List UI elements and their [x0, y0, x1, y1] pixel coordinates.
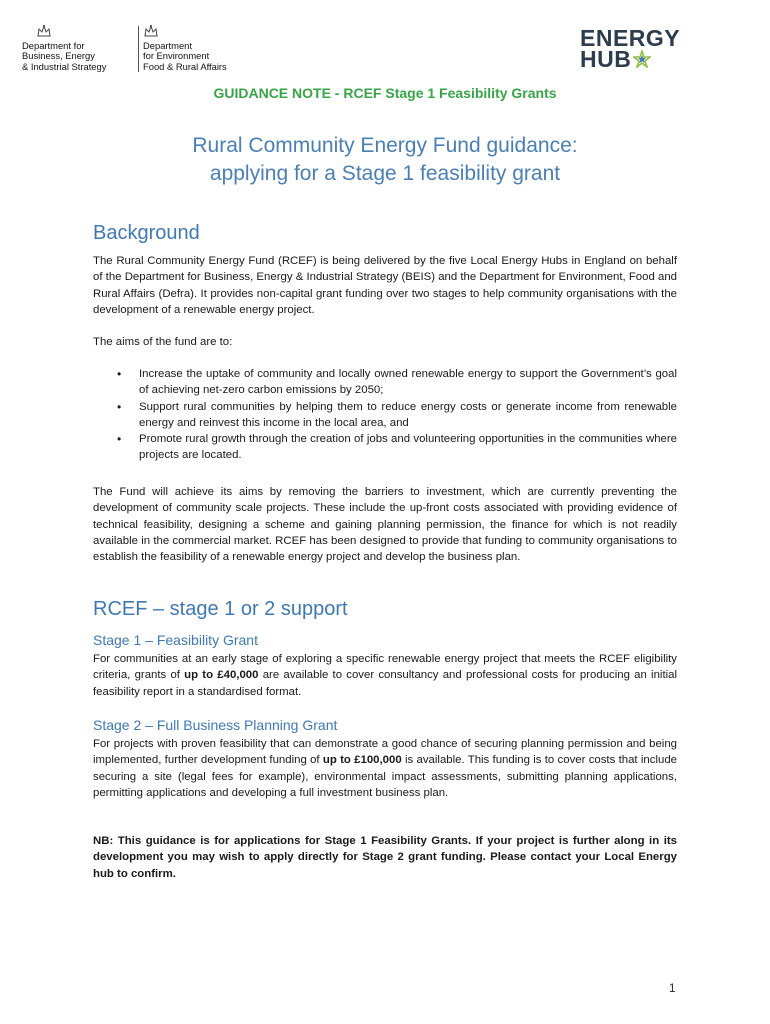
background-heading: Background [93, 222, 200, 244]
stage1-text-before: For communities at an early stage of exploring a specific renewable energy project that meets the RCEF eligibility criteria, grants of [93, 653, 677, 682]
page-title-line2: applying for a Stage 1 feasibility grant [209, 162, 561, 185]
stage2-amount: up to £100,000 [322, 754, 402, 767]
aims-list-item: • Support rural communities by helping them to reduce energy costs or generate income from renewable energy and reinvest this income in the local area, and [93, 399, 677, 432]
stage1-heading: Stage 1 – Feasibility Grant [93, 632, 258, 648]
stage1-amount: up to £40,000 [184, 669, 259, 682]
page-number: 1 [669, 983, 676, 995]
royal-crest-icon [143, 24, 159, 40]
energy-hub-logo-line1: ENERGY [580, 25, 681, 51]
stage-note: NB: This guidance is for applications for Stage 1 Feasibility Grants. If your project is further along in its development you may wish to apply directly for Stage 2 grant funding. Please contact your Local Energy hub to confirm. [93, 835, 677, 880]
beis-logo-text: Department for Business, Energy & Industrial Strategy [22, 40, 107, 72]
stage2-text-before: For projects with proven feasibility that can demonstrate a good chance of securing planning permission and being implemented, further development funding of [93, 738, 677, 767]
defra-logo [143, 24, 227, 72]
page-title-line1: Rural Community Energy Fund guidance: [192, 134, 578, 157]
support-heading: RCEF – stage 1 or 2 support [93, 598, 348, 620]
hub-star-icon [633, 50, 651, 71]
aims-list-item: • Promote rural growth through the creation of jobs and volunteering opportunities in the communities where projects are located. [93, 431, 677, 464]
defra-logo-text: Department for Environment Food & Rural Affairs [143, 40, 227, 72]
guidance-note-heading: GUIDANCE NOTE - RCEF Stage 1 Feasibility Grants [213, 85, 557, 101]
stage1-text-after: are available to cover consultancy and professional costs for producing an initial feasibility report in a standardised format. [93, 669, 678, 698]
stage1-text [93, 651, 677, 700]
aims-list-item: • Increase the uptake of community and locally owned renewable energy to support the Government’s goal of achieving net-zero carbon emissions by 2050; [93, 366, 677, 399]
background-closing: The Fund will achieve its aims by removing the barriers to investment, which are currently preventing the development of community scale projects. These include the up-front costs associated with providing evidence of technical feasibility, designing a scheme and gaining planning permission, the finance for which is not readily available in the commercial market. RCEF has been designed to provide that funding to community organisations to establish the feasibility of a renewable energy project and develop the business plan. [93, 486, 677, 564]
aims-intro: The aims of the fund are to: [93, 336, 233, 348]
stage2-text-after: is available. This funding is to cover costs that include securing a site (legal fees for example), environmental impact assessments, submitting planning applications, permitting applications and developing a full investment business plan. [93, 754, 677, 799]
stage2-heading: Stage 2 – Full Business Planning Grant [93, 717, 338, 733]
energy-hub-logo [580, 25, 681, 72]
beis-logo [22, 24, 107, 72]
background-intro: The Rural Community Energy Fund (RCEF) is being delivered by the five Local Energy Hubs in England on behalf of the Department for Business, Energy & Industrial Strategy (BEIS) and the Department for Environment, Food and Rural Affairs (Defra). It provides non-capital grant funding over two stages to help community organisations with the development of a renewable energy project. [93, 255, 677, 316]
stage2-text [93, 736, 677, 801]
page-title [0, 132, 770, 188]
logo-divider [138, 26, 139, 72]
royal-crest-icon [36, 24, 52, 40]
aims-list [93, 366, 677, 464]
energy-hub-logo-line2: HUB [580, 46, 632, 72]
